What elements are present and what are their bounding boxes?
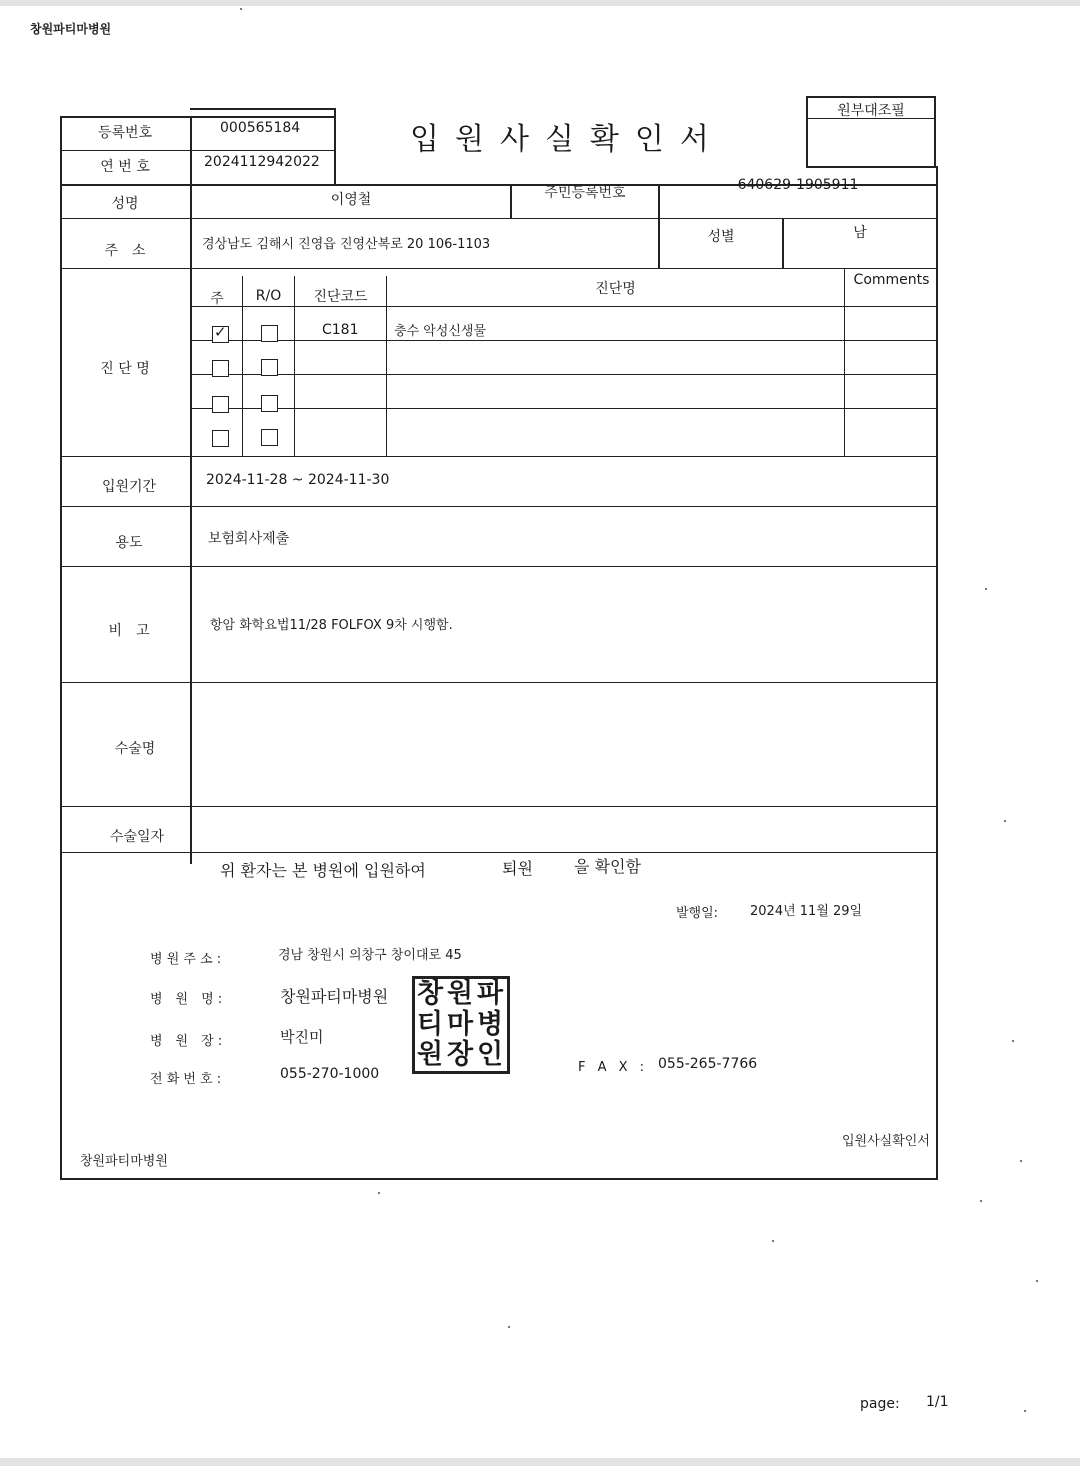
hospital-address-label: 병 원 주 소 :: [150, 952, 222, 967]
purpose-label: 용도: [115, 535, 143, 551]
admission-period-value: 2024-11-28 ~ 2024-11-30: [206, 472, 390, 488]
issue-date-label: 발행일:: [676, 906, 719, 921]
hospital-director-label: 병 원 장 :: [150, 1034, 223, 1049]
diag-header-comments: Comments: [853, 272, 930, 288]
admission-certificate: [60, 96, 940, 1182]
purpose-value: 보험회사제출: [208, 531, 290, 547]
hospital-director: 박진미: [280, 1028, 324, 1046]
diag-header-main: 주: [210, 291, 224, 307]
remarks-value: 항암 화학요법11/28 FOLFOX 9차 시행함.: [210, 618, 453, 633]
diag-header-code: 진단코드: [313, 289, 368, 305]
serial-no-value: 2024112942022: [204, 154, 320, 170]
sex-value: 남: [853, 225, 867, 241]
hospital-name-label: 병 원 명 :: [150, 992, 223, 1007]
diag-header-name: 진단명: [595, 281, 636, 297]
footer-hospital-name: 창원파티마병원: [80, 1154, 168, 1169]
name-value: 이영철: [330, 192, 372, 208]
diag-row2-ro-checkbox[interactable]: [261, 359, 278, 376]
scan-bottom-edge: [0, 1458, 1080, 1466]
surgery-date-label: 수술일자: [109, 829, 165, 845]
diag-row3-main-checkbox[interactable]: [212, 396, 229, 413]
diag-row2-main-checkbox[interactable]: [212, 360, 229, 377]
diag-row1-main-checkbox[interactable]: [212, 326, 229, 343]
admission-period-label: 입원기간: [101, 479, 157, 495]
hospital-seal-stamp: 창 원 파 티 마 병 원 장 인: [412, 976, 510, 1074]
confirmation-part2: 퇴원: [502, 859, 533, 878]
diag-row1-ro-checkbox[interactable]: [261, 325, 278, 342]
serial-no-label: 연 번 호: [100, 159, 150, 175]
resident-no-label: 주민등록번호: [544, 185, 626, 201]
diag-row3-ro-checkbox[interactable]: [261, 395, 278, 412]
diagnosis-label: 진 단 명: [100, 361, 150, 377]
remarks-label: 비 고: [108, 623, 150, 639]
diag-row1-code: C181: [322, 322, 359, 338]
diag-row4-main-checkbox[interactable]: [212, 430, 229, 447]
address-value: 경상남도 김해시 진영읍 진영산복로 20 106-1103: [202, 237, 491, 252]
sex-label: 성별: [707, 229, 735, 245]
issue-date-value: 2024년 11월 29일: [750, 904, 863, 919]
hospital-address: 경남 창원시 의창구 창이대로 45: [278, 948, 462, 963]
registration-no-label: 등록번호: [97, 125, 153, 141]
diag-row4-ro-checkbox[interactable]: [261, 429, 278, 446]
name-label: 성명: [111, 196, 139, 212]
hospital-phone-label: 전 화 번 호 :: [150, 1072, 222, 1087]
diag-row1-name: 충수 악성신생물: [394, 324, 487, 339]
confirmation-part3: 을 확인함: [574, 857, 641, 876]
hospital-fax-label: F A X :: [578, 1060, 649, 1075]
confirmation-part1: 위 환자는 본 병원에 입원하여: [220, 861, 426, 880]
page-number-value: 1/1: [926, 1394, 949, 1410]
resident-no-value: 640629-1905911: [737, 177, 859, 193]
stamp-box-label: 원부대조필: [837, 103, 905, 119]
footer-document-name: 입원사실확인서: [842, 1134, 930, 1149]
page-header-hospital: 창원파티마병원: [30, 22, 112, 36]
hospital-name: 창원파티마병원: [280, 987, 389, 1006]
diag-header-ro: R/O: [255, 288, 282, 304]
hospital-fax: 055-265-7766: [658, 1056, 758, 1072]
page-number-label: page:: [860, 1396, 900, 1412]
document-title: 입원사실확인서: [410, 122, 725, 157]
surgery-name-label: 수술명: [114, 741, 156, 757]
scan-top-edge: [0, 0, 1080, 6]
address-label: 주 소: [104, 243, 146, 259]
hospital-phone: 055-270-1000: [280, 1066, 380, 1082]
registration-no-value: 000565184: [220, 120, 301, 136]
